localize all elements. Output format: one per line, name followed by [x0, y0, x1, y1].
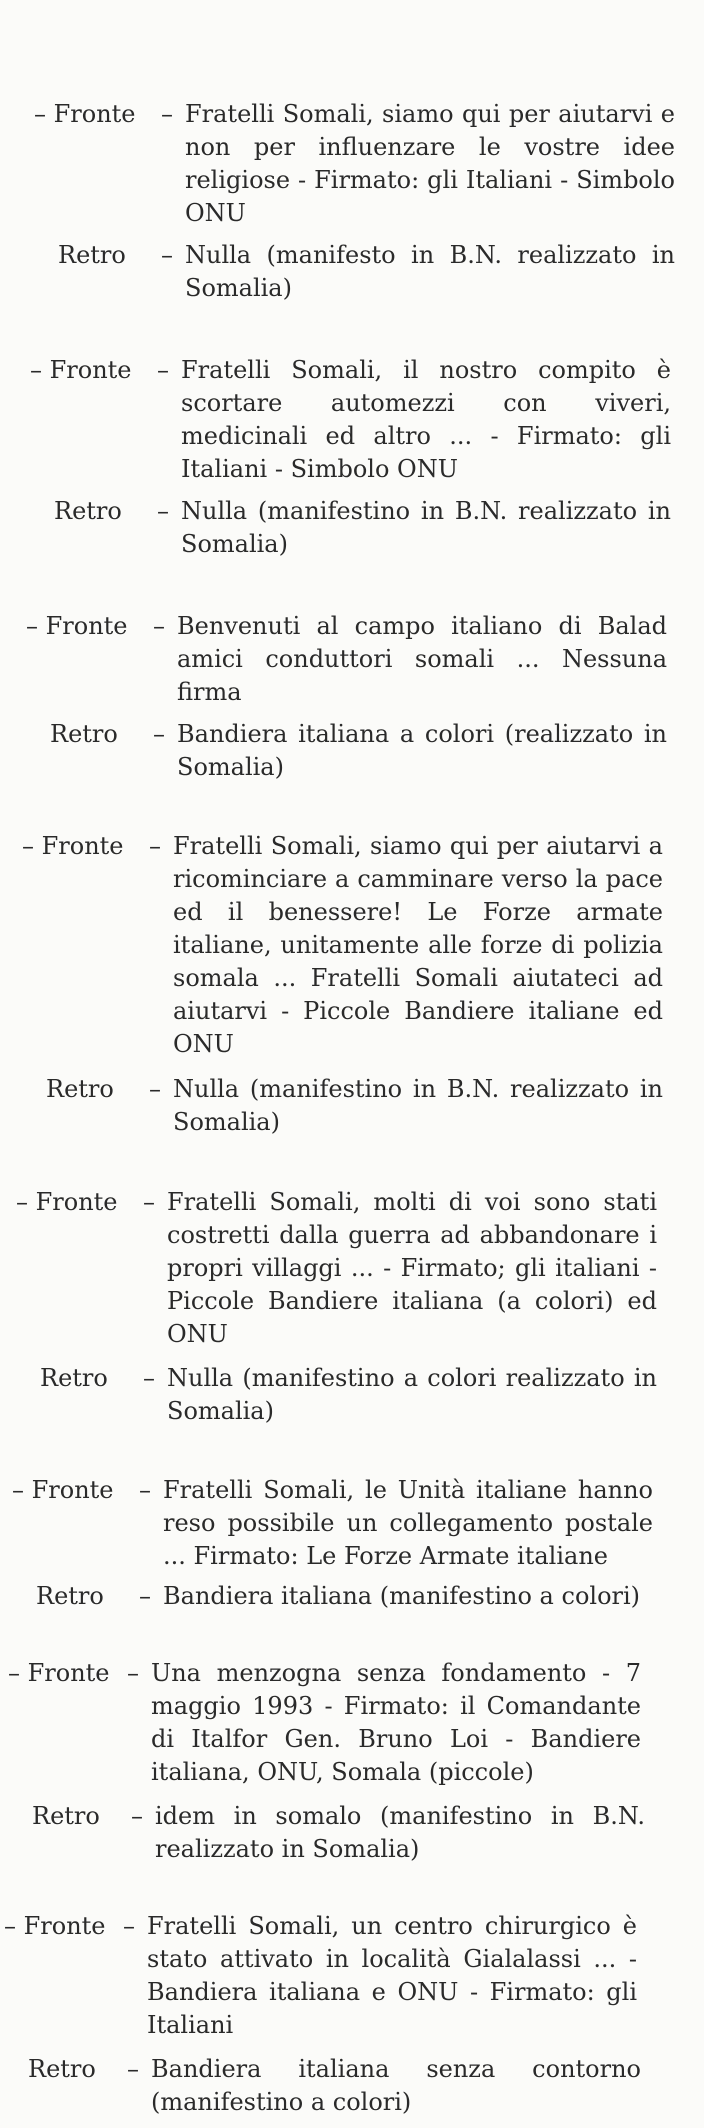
back-text: Nulla (manifesto in B.N. realizzato in Somalia) — [185, 241, 675, 302]
back-text: Bandiera italiana a colori (realizzato in Somalia) — [177, 720, 667, 781]
front-text: Fratelli Somali, siamo qui per aiutarvi a ricominciare a camminare verso la pace ed il benessere! Le Forze armate italiane, unitamente alle forze di polizia somala ... Fratelli Somali aiutateci ad aiutarvi - Piccole Bandiere italiane ed ONU — [173, 832, 663, 1058]
back-label: Retro — [46, 1075, 114, 1103]
front-text: Fratelli Somali, siamo qui per aiutarvi e non per influenzare le vostre idee religiose - Firmato: gli Italiani - Simbolo ONU — [185, 100, 675, 227]
back-text: idem in somalo (manifestino in B.N. realizzato in Somalia) — [155, 1802, 645, 1863]
front-label: – Fronte — [30, 356, 132, 384]
dash: – — [161, 100, 173, 128]
back-label: Retro — [28, 2055, 96, 2083]
dash: – — [149, 832, 161, 860]
back-text: Bandiera italiana (manifestino a colori) — [163, 1582, 641, 1610]
back-label: Retro — [50, 720, 118, 748]
front-text: Fratelli Somali, un centro chirurgico è stato attivato in località Gialalassi ... - Bandiera italiana e ONU - Firmato: gli Italiani — [147, 1912, 637, 2039]
dash: – — [131, 1802, 143, 1830]
dash: – — [143, 1188, 155, 1216]
front-label: – Fronte — [8, 1659, 110, 1687]
dash: – — [127, 2055, 139, 2083]
front-label: – Fronte — [16, 1188, 118, 1216]
back-label: Retro — [54, 497, 122, 525]
back-label: Retro — [36, 1582, 104, 1610]
back-label: Retro — [40, 1364, 108, 1392]
back-text: Nulla (manifestino in B.N. realizzato in Somalia) — [181, 497, 671, 558]
dash: – — [139, 1582, 151, 1610]
front-label: – Fronte — [22, 832, 124, 860]
dash: – — [157, 356, 169, 384]
front-label: – Fronte — [26, 612, 128, 640]
dash: – — [127, 1659, 139, 1687]
dash: – — [149, 1075, 161, 1103]
dash: – — [143, 1364, 155, 1392]
front-label: – Fronte — [34, 100, 136, 128]
dash: – — [123, 1912, 135, 1940]
back-text: Bandiera italiana senza contorno (manifestino a colori) — [151, 2055, 641, 2116]
front-text: Una menzogna senza fondamento - 7 maggio 1993 - Firmato: il Comandante di Italfor Gen. Bruno Loi - Bandiere italiana, ONU, Somala (piccole) — [151, 1659, 641, 1786]
dash: – — [153, 720, 165, 748]
back-text: Nulla (manifestino a colori realizzato in Somalia) — [167, 1364, 657, 1425]
front-text: Fratelli Somali, molti di voi sono stati costretti dalla guerra ad abbandonare i propri villaggi ... - Firmato; gli italiani - Piccole Bandiere italiana (a colori) ed ONU — [167, 1188, 657, 1348]
front-text: Fratelli Somali, il nostro compito è scortare automezzi con viveri, medicinali ed altro ... - Firmato: gli Italiani - Simbolo ONU — [181, 356, 671, 483]
dash: – — [161, 241, 173, 269]
back-label: Retro — [32, 1802, 100, 1830]
front-label: – Fronte — [4, 1912, 106, 1940]
dash: – — [139, 1476, 151, 1504]
front-text: Fratelli Somali, le Unità italiane hanno reso possibile un collegamento postale ... Firmato: Le Forze Armate italiane — [163, 1476, 653, 1570]
back-text: Nulla (manifestino in B.N. realizzato in Somalia) — [173, 1075, 663, 1136]
front-text: Benvenuti al campo italiano di Balad amici conduttori somali ... Nessuna firma — [177, 612, 667, 706]
dash: – — [157, 497, 169, 525]
front-label: – Fronte — [12, 1476, 114, 1504]
back-label: Retro — [58, 241, 126, 269]
dash: – — [153, 612, 165, 640]
